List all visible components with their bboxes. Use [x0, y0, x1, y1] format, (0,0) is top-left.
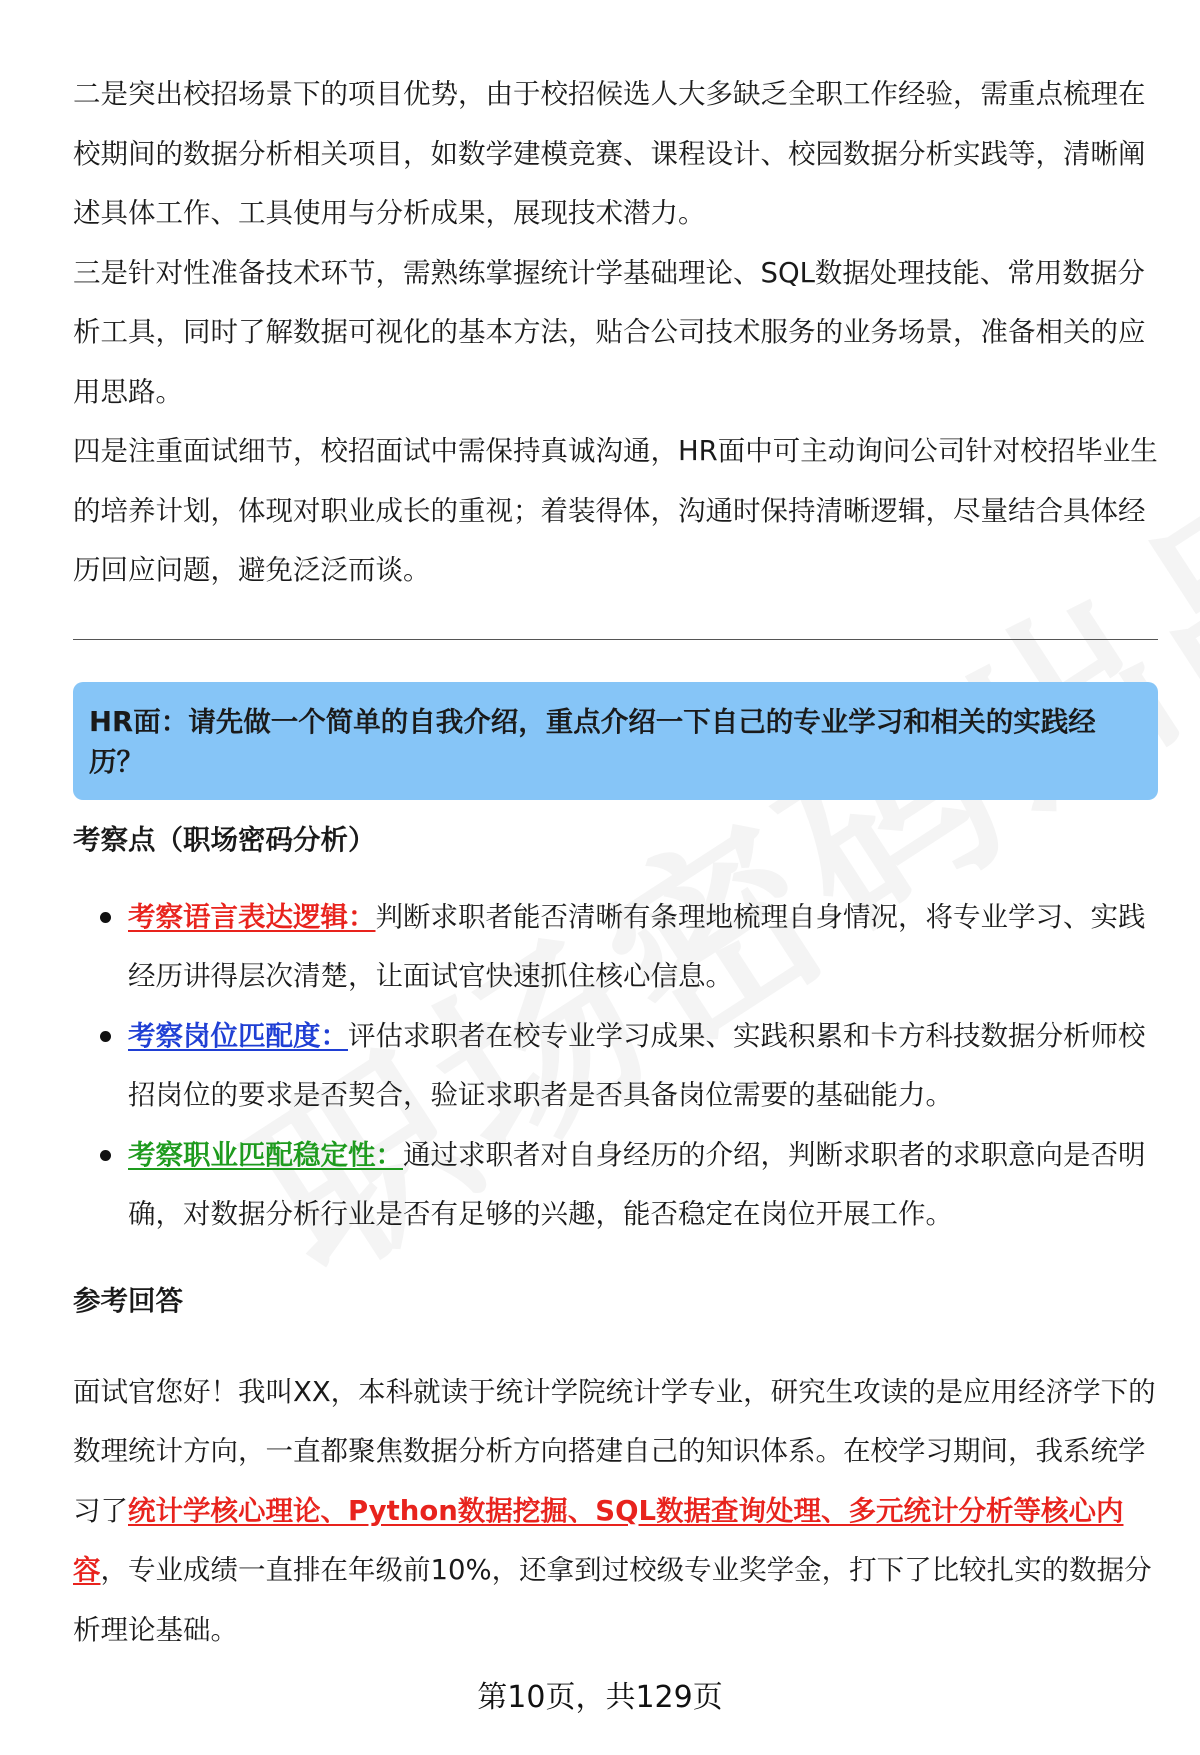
point-label: 考察语言表达逻辑：	[128, 900, 376, 933]
question-box	[73, 682, 1158, 800]
point-label: 考察职业匹配稳定性：	[128, 1138, 403, 1171]
answer-text-before: 面试官您好！我叫XX，本科就读于统计学院统计学专业，研究生攻读的是应用经济学下的数理统计方向，一直都聚焦数据分析方向搭建自己的知识体系。在校学习期间，我系统学习了	[73, 1375, 1156, 1527]
reference-title: 参考回答	[73, 1284, 183, 1317]
point-label: 考察岗位匹配度：	[128, 1019, 348, 1052]
analysis-point	[73, 888, 1158, 1007]
intro-paragraph-2: 二是突出校招场景下的项目优势，由于校招候选人大多缺乏全职工作经验，需重点梳理在校期间的数据分析相关项目，如数学建模竞赛、课程设计、校园数据分析实践等，清晰阐述具体工作、工具使用与分析成果，展现技术潜力。	[73, 78, 1146, 229]
intro-paragraph-4: 四是注重面试细节，校招面试中需保持真诚沟通，HR面中可主动询问公司针对校招毕业生的培养计划，体现对职业成长的重视；着装得体，沟通时保持清晰逻辑，尽量结合具体经历回应问题，避免泛泛而谈。	[73, 435, 1158, 586]
point-text: 通过求职者对自身经历的介绍，判断求职者的求职意向是否明确，对数据分析行业是否有足够的兴趣，能否稳定在岗位开展工作。	[128, 1138, 1146, 1230]
analysis-point	[73, 1007, 1158, 1126]
point-text: 评估求职者在校专业学习成果、实践积累和卡方科技数据分析师校招岗位的要求是否契合，验证求职者是否具备岗位需要的基础能力。	[128, 1019, 1146, 1111]
intro-paragraph-3: 三是针对性准备技术环节，需熟练掌握统计学基础理论、SQL数据处理技能、常用数据分析工具，同时了解数据可视化的基本方法，贴合公司技术服务的业务场景，准备相关的应用思路。	[73, 256, 1146, 408]
bullet-icon	[100, 1150, 111, 1161]
page-number: 第10页，共129页	[477, 1680, 723, 1715]
answer-highlight: 统计学核心理论、Python数据挖掘、SQL数据查询处理、多元统计分析等核心内容	[73, 1494, 1124, 1586]
section-divider	[73, 639, 1158, 640]
bullet-icon	[100, 912, 111, 923]
analysis-title: 考察点（职场密码分析）	[73, 823, 376, 856]
reference-answer	[73, 1363, 1158, 1661]
document-body	[73, 65, 1158, 1660]
point-text: 判断求职者能否清晰有条理地梳理自身情况，将专业学习、实践经历讲得层次清楚，让面试官快速抓住核心信息。	[128, 900, 1146, 992]
bullet-icon	[100, 1031, 111, 1042]
analysis-point	[73, 1126, 1158, 1245]
answer-text-after: ，专业成绩一直排在年级前10%，还拿到过校级专业奖学金，打下了比较扎实的数据分析理论基础。	[73, 1554, 1152, 1646]
question-text: HR面：请先做一个简单的自我介绍，重点介绍一下自己的专业学习和相关的实践经历？	[89, 705, 1096, 778]
analysis-points-list	[73, 888, 1158, 1245]
